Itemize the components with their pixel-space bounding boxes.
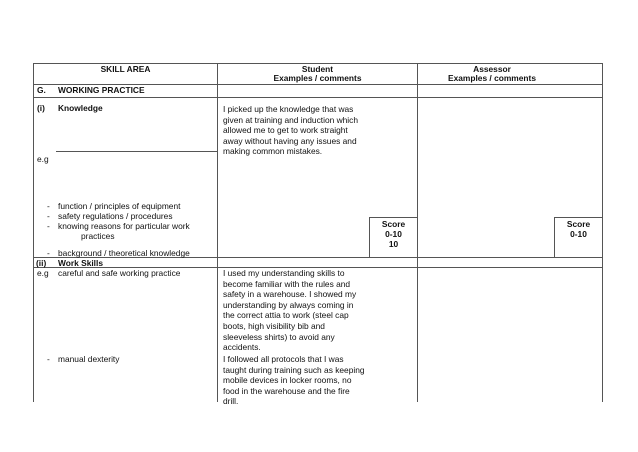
student-score-label: Score [381,219,406,229]
work-skills-item: careful and safe working practice [58,268,181,278]
column-divider-student [217,63,218,402]
section-title: WORKING PRACTICE [58,85,145,95]
knowledge-eg-label: e.g [37,154,49,164]
knowledge-item-bullet: - [47,248,50,258]
knowledge-title: Knowledge [58,103,103,113]
assessor-score-range: 0-10 [570,229,587,239]
work-skills-item: manual dexterity [58,354,120,364]
assessor-score-box-top [554,217,603,218]
work-skills-number: (ii) [36,258,47,268]
student-header-subtitle: Examples / comments [273,73,362,83]
knowledge-item-bullet: - [47,221,50,231]
knowledge-item: safety regulations / procedures [58,211,173,221]
knowledge-student-comment: I picked up the knowledge that was given at training and induction which allowed me to get to work straight away without having any issues and making common mistakes. [223,104,359,157]
knowledge-item-bullet: - [47,211,50,221]
knowledge-item: background / theoretical knowledge [58,248,190,258]
student-header-title: Student [301,64,334,74]
knowledge-number: (i) [37,103,45,113]
column-divider-assessor [417,63,418,402]
work-skills-item-bullet: - [47,354,50,364]
knowledge-item: knowing reasons for particular work [58,221,190,231]
knowledge-item: function / principles of equipment [58,201,181,211]
knowledge-item-continuation: practices [81,231,115,241]
student-score-range: 0-10 [385,229,402,239]
student-score-box-top [369,217,418,218]
knowledge-item-bullet: - [47,201,50,211]
work-skills-eg-label: e.g [37,268,49,278]
student-score-value: 10 [388,239,399,249]
knowledge-row-top-rule [33,97,603,98]
skill-area-header: SKILL AREA [100,64,151,74]
table-border-right [602,63,603,402]
assessor-header-subtitle: Examples / comments [448,73,536,83]
assessor-score-label: Score [566,219,591,229]
section-code: G. [37,85,46,95]
work-skills-title: Work Skills [58,258,103,268]
table-border-left [33,63,34,402]
work-skills-student-comment: I used my understanding skills to become familiar with the rules and safety in a warehouse. I showed my understanding by always coming in the correct attia to work (steel cap boots, high visibility bib and sleeveless shirts) to avoid any accidents. [223,268,357,353]
work-skills-student-comment: I followed all protocols that I was taught during training such as keeping mobile devices in locker rooms, no food in the warehouse and the fire drill. [223,354,365,407]
assessor-header-title: Assessor [473,64,511,74]
knowledge-title-underline [56,151,218,152]
